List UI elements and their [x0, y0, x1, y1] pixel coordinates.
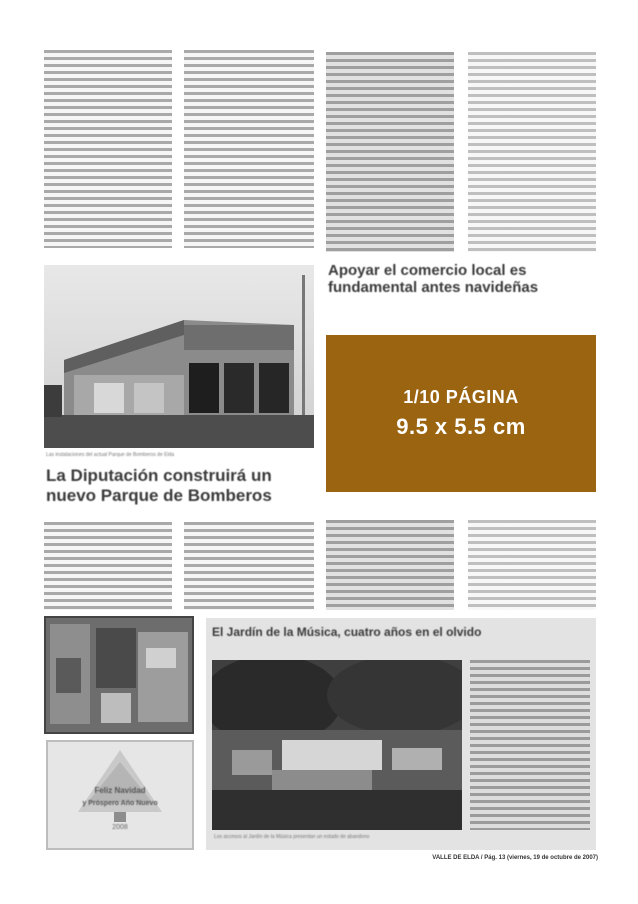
- page-footer: VALLE DE ELDA / Pág. 13 (viernes, 19 de octubre de 2007): [432, 855, 598, 861]
- ad-size-label: 1/10 PÁGINA: [403, 387, 519, 407]
- greeting-line-1: Feliz Navidad: [94, 786, 146, 795]
- article-mid-col-3: [326, 520, 454, 610]
- market-image: [46, 618, 192, 732]
- fire-station-photo: [44, 265, 314, 448]
- greeting-card: [46, 740, 194, 850]
- fire-station-headline: La Diputación construirá un nuevo Parque de Bomberos: [46, 466, 272, 505]
- garden-caption: Los accesos al Jardín de la Música presentan un estado de abandono: [214, 834, 370, 840]
- ad-placeholder: [326, 335, 596, 492]
- garden-article-text: [470, 660, 590, 830]
- fire-station-caption: Las instalaciones del actual Parque de Bomberos de Elda: [46, 452, 175, 458]
- article-mid-col-4: [468, 520, 596, 610]
- greeting-year: 2008: [112, 824, 128, 831]
- article-top-col-4: [468, 52, 596, 252]
- market-photo: [44, 616, 194, 734]
- fire-station-image: [44, 265, 314, 448]
- article-top-col-3: [326, 52, 454, 252]
- article-top-col-2: [184, 50, 314, 248]
- christmas-tree-logo: [48, 742, 192, 848]
- ad-dimensions: 9.5 x 5.5 cm: [396, 414, 526, 439]
- greeting-line-2: y Próspero Año Nuevo: [82, 800, 158, 807]
- article-mid-col-2: [184, 522, 314, 610]
- article-top-col-1: [44, 50, 172, 248]
- commerce-headline: Apoyar el comercio local es fundamental antes navideñas: [328, 262, 539, 297]
- garden-photo: [212, 660, 462, 830]
- garden-headline: El Jardín de la Música, cuatro años en el olvido: [212, 625, 482, 639]
- garden-image: [212, 660, 462, 830]
- article-mid-col-1: [44, 522, 172, 610]
